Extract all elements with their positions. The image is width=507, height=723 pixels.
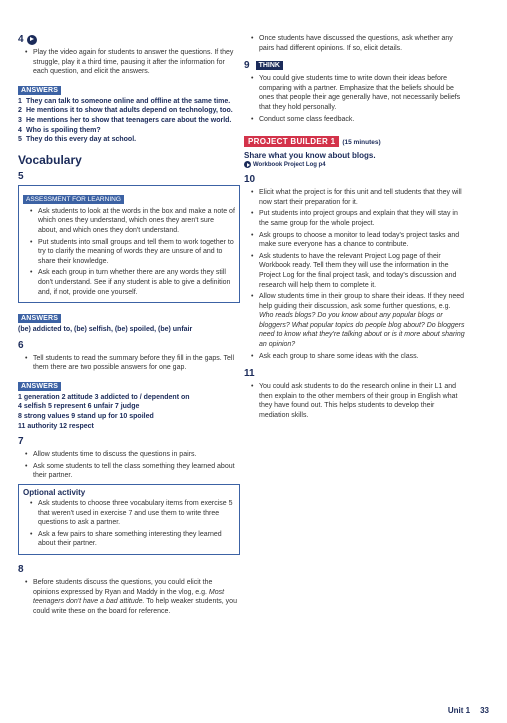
optional-activity-instructions	[23, 499, 235, 549]
exercise-6-answers	[18, 393, 240, 431]
instruction-item: • Ask each group in turn whether there are any words they still don't understand. See if any student is able to give a definition and, if not, provide one yourself.	[31, 268, 235, 297]
answer-line: 8 strong values 9 stand up for 10 spoiled	[18, 413, 154, 421]
instruction-item: • Ask each group to share some ideas with the class.	[252, 352, 466, 362]
exercise-11-heading: 11	[244, 368, 255, 380]
workbook-reference: Workbook Project Log p4	[244, 161, 466, 168]
exercise-10-heading: 10	[244, 174, 256, 186]
answer-item: 3 He mentions her to show that teenagers care about the world.	[18, 116, 232, 124]
instruction-item: • Once students have discussed the questions, ask whether any pairs had different opinions. If so, elicit details.	[252, 34, 466, 53]
exercise-4-heading	[18, 34, 240, 45]
instruction-item: • Allow students time in their group to share their ideas. If they need help guiding their discussion, ask some further questions, e.g. Who reads blogs? Do you know about any popular blogs or bloggers? What popular topics do people blog about? Do bloggers need to know what they're talking about or is it more about sharing an opinion?	[252, 292, 466, 350]
play-video-icon	[27, 35, 37, 45]
answer-item: 2 He mentions it to show that adults depend on technology, too.	[18, 107, 233, 115]
instruction-item: • Allow students time to discuss the questions in pairs.	[26, 450, 240, 460]
instruction-item: • Ask groups to choose a monitor to lead today's project tasks and make sure everyone has a chance to contribute.	[252, 231, 466, 250]
exercise-9-heading: 9 THINK	[244, 60, 466, 71]
exercise-6-heading: 6	[18, 339, 24, 351]
exercise-4-answers	[18, 97, 240, 145]
assessment-label: ASSESSMENT FOR LEARNING	[23, 195, 124, 204]
exercise-6-instructions	[18, 354, 240, 373]
assessment-box	[18, 185, 240, 303]
exercise-8-instructions	[18, 578, 240, 616]
unit-label: Unit 1	[447, 706, 471, 715]
answer-line: 4 selfish 5 represent 6 unfair 7 judge	[18, 403, 140, 411]
exercise-8-heading: 8	[18, 564, 24, 575]
instruction-item: • Elicit what the project is for this unit and tell students that they will now start their preparation for it.	[252, 188, 466, 207]
project-builder-heading	[244, 131, 466, 149]
assessment-instructions	[23, 207, 235, 297]
answer-item: 1 They can talk to someone online and offline at the same time.	[18, 97, 231, 105]
answers-label: ANSWERS	[18, 382, 61, 391]
exercise-5-heading: 5	[18, 170, 24, 182]
project-builder-label: PROJECT BUILDER 1	[244, 136, 339, 147]
optional-activity-title: Optional activity	[23, 488, 86, 498]
exercise-7-heading: 7	[18, 436, 24, 448]
instruction-item: • Before students discuss the questions, you could elicit the opinions expressed by Ryan and Maddy in the vlog, e.g. Most teenagers don't have a bad attitude. To help weaker students, you could write these on the board for reference.	[26, 578, 240, 616]
page-footer	[448, 706, 489, 715]
exercise-number: 4	[18, 34, 24, 45]
exercise-10-instructions	[244, 188, 466, 361]
answer-item: 4 Who is spoiling them?	[18, 126, 101, 134]
arrow-right-icon	[244, 161, 251, 168]
instruction-item: • Tell students to read the summary before they fill in the gaps. Tell them there are two possible answers for one gap.	[26, 354, 240, 373]
instruction-item: • Conduct some class feedback.	[252, 115, 466, 125]
exercise-9-instructions	[244, 74, 466, 124]
instruction-item: • You could ask students to do the research online in their L1 and then explain to the other members of their group in English what they have found out. This helps students to develop their mediation skills.	[252, 382, 466, 420]
instruction-item: • Play the video again for students to answer the questions. If they struggle, play it a third time, pausing it after the information for each question, and elicit the answers.	[26, 48, 240, 77]
exercise-7-instructions	[18, 450, 240, 481]
instruction-item: • Ask students to look at the words in the box and make a note of which ones they understand, which ones they aren't sure about, and which ones they don't understand.	[31, 207, 235, 236]
left-column	[18, 34, 240, 618]
exercise-5-answers: (be) addicted to, (be) selfish, (be) spoiled, (be) unfair	[18, 326, 193, 334]
exercise-4-instructions	[18, 48, 240, 77]
instruction-item: • Put students into small groups and tell them to work together to try to clarify the meaning of words they are unsure of and to share their knowledge.	[31, 238, 235, 267]
project-builder-duration: (15 minutes)	[342, 139, 381, 147]
instruction-item: • Ask a few pairs to share something interesting they learned about their partner.	[31, 530, 235, 549]
instruction-item: • You could give students time to write down their ideas before comparing with a partner. Emphasize that the beliefs should be ones that people their age generally have, not necessarily beliefs that they hold personally.	[252, 74, 466, 112]
page-number: 33	[480, 706, 489, 715]
answers-label: ANSWERS	[18, 314, 61, 323]
exercise-11-instructions	[244, 382, 466, 420]
answers-label: ANSWERS	[18, 86, 61, 95]
optional-activity-box	[18, 484, 240, 555]
think-label: THINK	[256, 61, 283, 70]
continued-instructions	[244, 34, 466, 53]
right-column	[244, 34, 466, 423]
project-builder-subtitle: Share what you know about blogs.	[244, 151, 376, 161]
instruction-item: • Ask students to choose three vocabulary items from exercise 5 that weren't used in exercise 7 and use them to write three questions to ask a partner.	[31, 499, 235, 528]
instruction-item: • Ask students to have the relevant Project Log page of their Workbook ready. Tell them they will use the information in the Project Log for the final project task, and today's discussion and research will help them to complete it.	[252, 252, 466, 290]
vocabulary-heading: Vocabulary	[18, 152, 82, 167]
answer-item: 5 They do this every day at school.	[18, 136, 137, 144]
instruction-item: • Ask some students to tell the class something they learned about their partner.	[26, 462, 240, 481]
answer-line: 1 generation 2 attitude 3 addicted to / dependent on	[18, 393, 190, 401]
answer-line: 11 authority 12 respect	[18, 422, 94, 430]
instruction-item: • Put students into project groups and explain that they will stay in the same group for the whole project.	[252, 209, 466, 228]
